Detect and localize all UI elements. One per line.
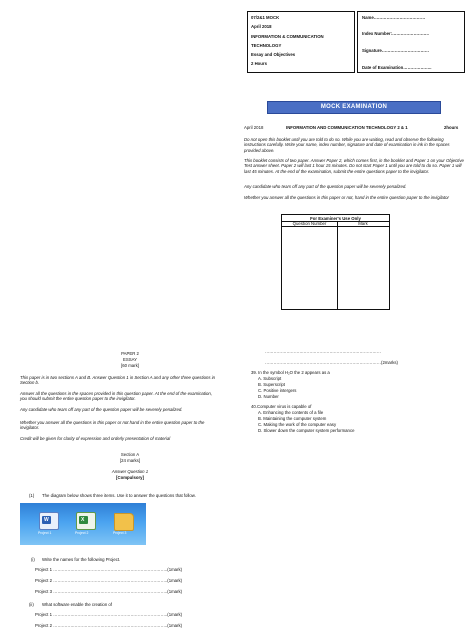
project-2-label: Project 2 [75,531,89,535]
exam-code: 07/2&1 MOCK [251,15,280,20]
section-a-marks: [24 marks] [119,458,141,463]
project-1-label: Project 1 [38,531,52,535]
paper2-paragraph-5: Credit will be given for clarity of expression and orderly presentation of material [20,436,171,441]
table-title: For Examiner's Use Only [310,215,361,221]
q40-option-a[interactable]: A. Enhancing the contents of a file [258,410,324,415]
paper2-marks: [60 mark] [121,363,139,368]
q1-part-i-line-1[interactable]: Project 1 ……………………………………………………………………..(1mark) [35,567,183,572]
q1-number: (1) [29,493,35,498]
word-document-icon: W [39,512,59,530]
q39-option-d[interactable]: D. Number [258,394,279,399]
paper2-paragraph-4: Whether you answer all the questions in this paper or not hand in the entire question paper to the invigilator. [20,420,205,431]
examiners-use-table [281,214,390,310]
q1-part-i-text: Write the names for the following Project. [42,557,121,562]
signature-field[interactable]: Signature…………………………… [362,48,430,53]
exam-line-date: April 2018 [244,125,264,130]
q1-part-ii-text: What software enable the creation of [42,602,112,607]
exam-type: Essay and Objectives [251,52,296,57]
section-a-answer: Answer Question 1 [111,469,149,474]
mock-exam-banner: MOCK EXAMINATION [267,101,441,114]
q40-stem: 40.Computer virus is capable of [251,404,312,409]
instruction-1: Do not open this booklet until you are told to do so. While you are waiting, read and observe the following instructions carefully. Write your name, index number, signature and date of examination in ink in the spaces provided above. [244,137,450,153]
table-header-row [282,221,389,227]
name-field[interactable]: Name……………………………… [362,15,426,20]
q40-option-b[interactable]: B. Maintaining the computer system [258,416,327,421]
q1-part-i-label: (i) [31,557,35,562]
project-icons-image [20,503,146,545]
q1-part-ii-label: (ii) [29,602,34,607]
q40-option-d[interactable]: D. Slower down the computer system performance [258,428,355,433]
paper2-paragraph-2: Answer all the questions in the spaces provided in this question paper. At the end of the examination, you should submit the entire question paper to the invigilator. [20,391,212,402]
exam-subject-line2: TECHNOLOGY [251,43,282,48]
section-a-compulsory: [Compulsory] [116,475,144,480]
instruction-3: Any candidate who tears off any part of the question paper will be severely penalized. [244,184,407,189]
index-number-field[interactable]: Index Number:…………………….. [362,31,429,36]
q1-part-i-line-3[interactable]: Project 3 ……………………………………………………………………..(1mark) [35,589,183,594]
exam-info-box [247,11,355,73]
exam-subject-line1: INFORMATION & COMMUNICATION [251,34,324,39]
col-question-number: Question Number [292,221,327,226]
q40-option-c[interactable]: C. Making the work of the computer easy [258,422,337,427]
col-mark: Mark [358,221,368,226]
q1-part-i-line-2[interactable]: Project 2 ……………………………………………………………………..(1mark) [35,578,183,583]
answer-dots-2[interactable]: ………………………………………………………………………(2marks) [265,360,398,365]
exam-line-title: INFORMATION AND COMMUNICATION TECHNOLOGY 2 & 1 [286,125,408,130]
exam-date-field[interactable]: Date of Examination……………….. [362,65,432,70]
table-divider [337,221,338,309]
instruction-4: Whether you answer all the questions in this paper or not, hand in the entire question paper to the invigilator [244,195,449,200]
exam-line-duration: 2hours [444,125,459,130]
answer-dots-1[interactable]: ……………………………………………………………………… [265,349,382,354]
q39-option-c[interactable]: C. Positive intergers [258,388,297,393]
folder-icon [114,513,134,531]
exam-duration: 2 Hours [251,61,267,66]
paper2-title: PAPER 2 [121,351,139,356]
instruction-2: This booklet consists of two paper. Answer Paper 2, which comes first, in the booklet and Paper 1 on your Objective Test answer sheet. Paper 2 will last 1 hour 15 minutes. Do not start Paper 1 until you are told to do so. Paper 1 will last 45 minutes. At the end of the examination, submit the entire questions paper to the invigilator. [244,158,464,174]
q39-option-a[interactable]: A. Subscript [258,376,282,381]
paper2-paragraph-3: Any candidate who tears off any part of the question paper will be severely penalized. [20,407,183,412]
paper2-paragraph-1: This paper is in two sections A and B. Answer Question 1 in Section A and any other three questions in Section b. [20,375,216,386]
q1-part-ii-line-2[interactable]: Project 2 ……………………………………………………………………..(1mark) [35,623,183,628]
q1-part-ii-line-1[interactable]: Project 1 ……………………………………………………………………..(1mark) [35,612,183,617]
q1-text: The diagram below shows three items. Use it to answer the questions that follow. [42,493,196,498]
q39-stem: 39. In the symbol H₂O the 2 appears as a [251,370,330,375]
q39-option-b[interactable]: B. Superscript [258,382,285,387]
exam-date: April 2018 [251,24,272,29]
project-3-label: Project 3 [113,531,127,535]
spreadsheet-icon: X [76,512,96,530]
candidate-info-box [357,11,465,73]
paper2-subtitle: ESSAY [122,357,137,362]
section-a-title: Section A [120,452,140,457]
